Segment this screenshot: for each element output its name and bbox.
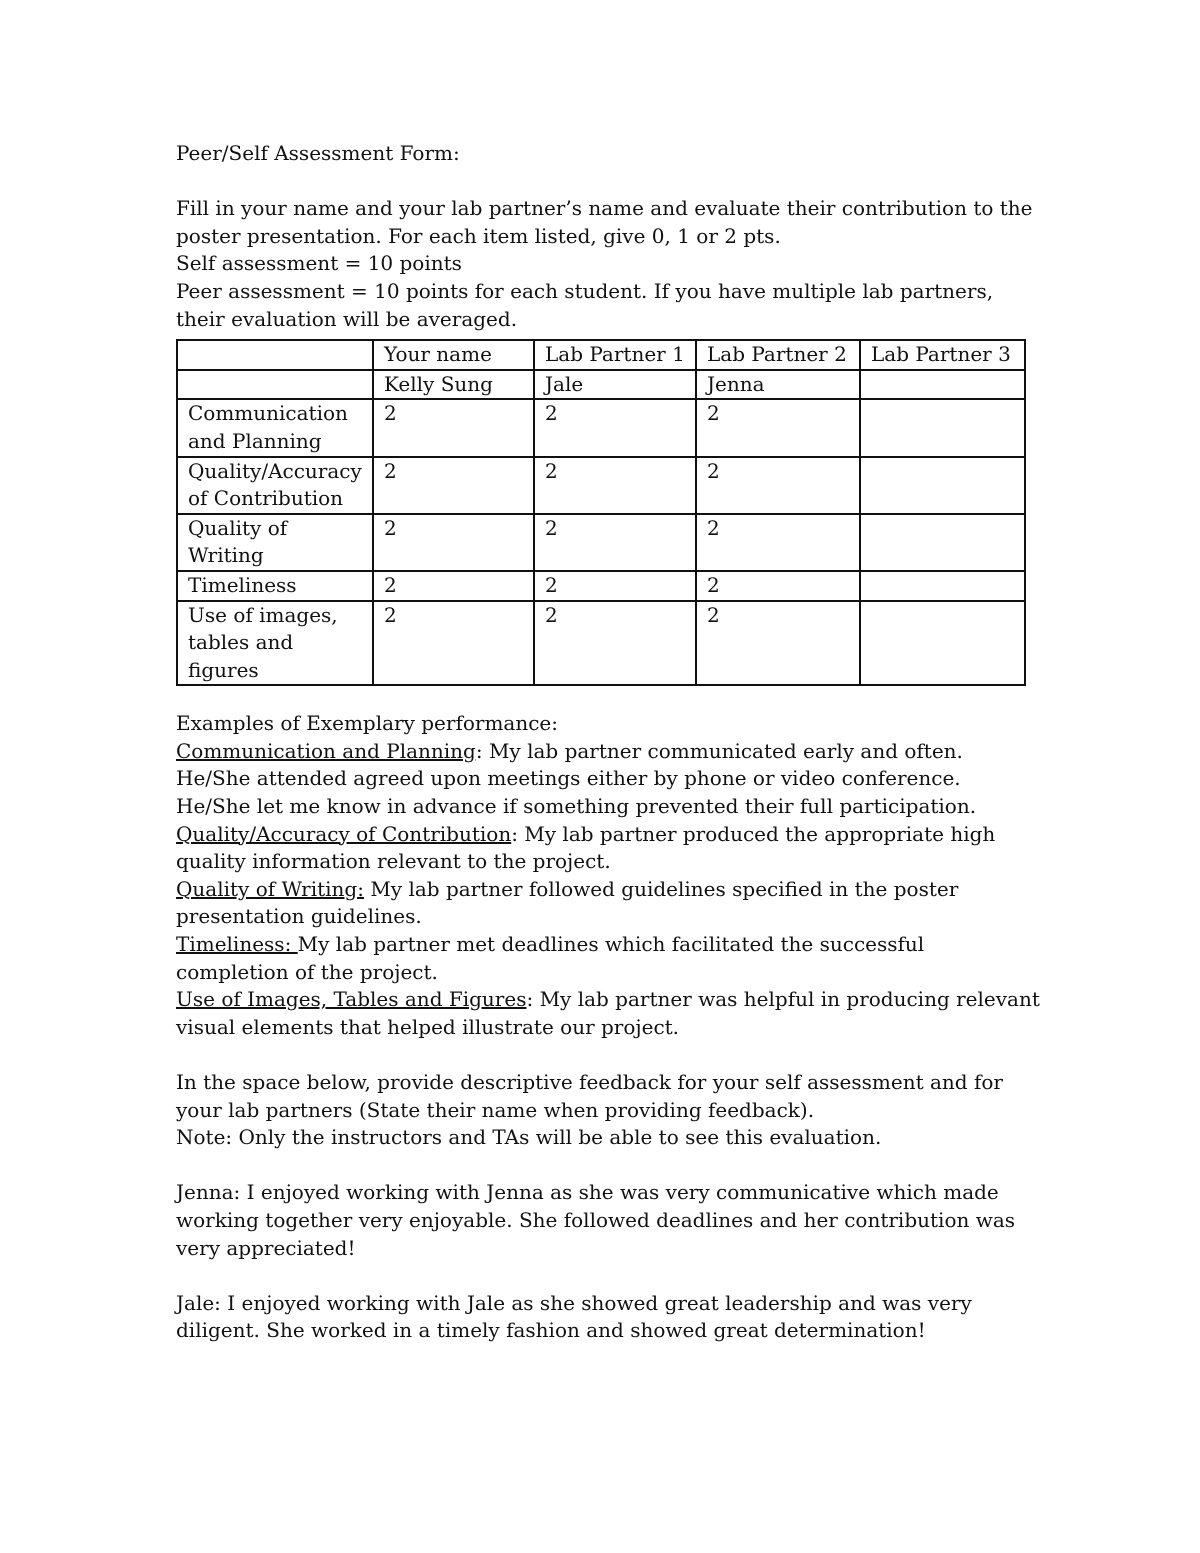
row-label-line: Quality of xyxy=(188,515,288,540)
row-label-line: Quality/Accuracy xyxy=(188,458,362,483)
feedback-prompt xyxy=(176,1069,1036,1152)
score-cell[interactable]: 2 xyxy=(696,601,860,686)
row-label-line: figures xyxy=(188,657,259,682)
example-communication xyxy=(176,738,1036,766)
instructions-line: poster presentation. For each item listed, give 0, 1 or 2 pts. xyxy=(176,223,781,248)
score-cell[interactable] xyxy=(860,601,1025,686)
example-text: He/She attended agreed upon meetings either by phone or video conference. xyxy=(176,766,961,791)
score-cell[interactable]: 2 xyxy=(534,514,696,571)
header-cell-your-name: Your name xyxy=(373,340,534,370)
example-text: visual elements that helped illustrate our project. xyxy=(176,1014,680,1039)
instructions-line: Fill in your name and your lab partner’s name and evaluate their contribution to the xyxy=(176,196,1033,221)
score-cell[interactable]: 2 xyxy=(373,514,534,571)
score-cell[interactable]: 2 xyxy=(373,457,534,514)
example-text: My lab partner met deadlines which facilitated the successful xyxy=(297,932,925,957)
spacer xyxy=(176,1262,1036,1290)
example-term: Quality/Accuracy of Contribution xyxy=(176,821,512,846)
example-text: quality information relevant to the project. xyxy=(176,849,611,874)
feedback-prompt-line: Note: Only the instructors and TAs will be able to see this evaluation. xyxy=(176,1125,882,1150)
example-text: : My lab partner was helpful in producing relevant xyxy=(526,987,1040,1012)
example-text: : My lab partner produced the appropriate high xyxy=(511,821,996,846)
table-row xyxy=(177,399,1025,456)
row-label-line: Writing xyxy=(188,543,264,568)
header-cell-empty xyxy=(177,340,373,370)
example-term: Timeliness: xyxy=(176,932,298,957)
example-text: He/She let me know in advance if something prevented their full participation. xyxy=(176,794,977,819)
instructions xyxy=(176,195,1036,333)
score-cell[interactable]: 2 xyxy=(373,399,534,456)
example-text: presentation guidelines. xyxy=(176,904,422,929)
score-cell[interactable]: 2 xyxy=(534,399,696,456)
example-term: Communication and Planning xyxy=(176,738,476,763)
feedback-line: working together very enjoyable. She followed deadlines and her contribution was xyxy=(176,1207,1016,1232)
row-label xyxy=(177,601,373,686)
feedback-line: diligent. She worked in a timely fashion and showed great determination! xyxy=(176,1318,926,1343)
row-label xyxy=(177,571,373,601)
header-cell-lab-partner-2: Lab Partner 2 xyxy=(696,340,860,370)
document-page xyxy=(176,140,1040,1345)
example-images xyxy=(176,986,1040,1014)
row-label xyxy=(177,399,373,456)
name-cell-partner-2[interactable]: Jenna xyxy=(696,370,860,400)
row-label xyxy=(177,514,373,571)
table-names-row xyxy=(177,370,1025,400)
name-cell-empty xyxy=(177,370,373,400)
feedback-prompt-line: In the space below, provide descriptive feedback for your self assessment and for xyxy=(176,1070,1003,1094)
row-label-line: Communication xyxy=(188,401,348,426)
score-cell[interactable] xyxy=(860,457,1025,514)
score-cell[interactable] xyxy=(860,514,1025,571)
table-row xyxy=(177,457,1025,514)
row-label-line: and Planning xyxy=(188,428,322,453)
spacer xyxy=(176,1152,1036,1180)
name-cell-partner-3[interactable] xyxy=(860,370,1025,400)
example-term: Quality of Writing: xyxy=(176,876,364,901)
score-cell[interactable]: 2 xyxy=(373,571,534,601)
score-cell[interactable]: 2 xyxy=(534,571,696,601)
row-label xyxy=(177,457,373,514)
form-title xyxy=(176,140,1036,168)
example-term: Use of Images, Tables and Figures xyxy=(176,987,527,1012)
example-quality xyxy=(176,821,1036,849)
score-cell[interactable]: 2 xyxy=(696,399,860,456)
spacer xyxy=(176,168,1036,196)
table-row xyxy=(177,514,1025,571)
feedback-line: very appreciated! xyxy=(176,1235,356,1260)
table-header-row xyxy=(177,340,1025,370)
examples-heading: Examples of Exemplary performance: xyxy=(176,711,558,736)
score-cell[interactable]: 2 xyxy=(534,457,696,514)
example-text: completion of the project. xyxy=(176,959,438,984)
header-cell-lab-partner-1: Lab Partner 1 xyxy=(534,340,696,370)
name-cell-self[interactable]: Kelly Sung xyxy=(373,370,534,400)
feedback-prompt-line: your lab partners (State their name when providing feedback). xyxy=(176,1097,815,1122)
feedback-jenna xyxy=(176,1179,1036,1262)
examples-section xyxy=(176,710,1040,1041)
instructions-line: their evaluation will be averaged. xyxy=(176,306,518,331)
spacer xyxy=(176,702,1036,710)
score-cell[interactable]: 2 xyxy=(696,571,860,601)
assessment-table xyxy=(176,339,1026,686)
example-text: My lab partner followed guidelines specified in the poster xyxy=(363,876,959,901)
row-label-line: Timeliness xyxy=(188,572,297,597)
score-cell[interactable]: 2 xyxy=(373,601,534,686)
score-cell[interactable]: 2 xyxy=(534,601,696,686)
name-cell-partner-1[interactable]: Jale xyxy=(534,370,696,400)
score-cell[interactable] xyxy=(860,399,1025,456)
example-timeliness xyxy=(176,931,1036,959)
table-row xyxy=(177,601,1025,686)
spacer xyxy=(176,1041,1036,1069)
score-cell[interactable]: 2 xyxy=(696,514,860,571)
score-cell[interactable] xyxy=(860,571,1025,601)
row-label-line: of Contribution xyxy=(188,486,344,511)
row-label-line: Use of images, xyxy=(188,602,338,627)
example-text: : My lab partner communicated early and often. xyxy=(475,738,963,763)
instructions-line: Self assessment = 10 points xyxy=(176,251,462,276)
row-label-line: tables and xyxy=(188,630,294,655)
table-row xyxy=(177,571,1025,601)
instructions-line: Peer assessment = 10 points for each student. If you have multiple lab partners, xyxy=(176,278,994,303)
feedback-line: Jale: I enjoyed working with Jale as she showed great leadership and was very xyxy=(176,1290,972,1315)
score-cell[interactable]: 2 xyxy=(696,457,860,514)
example-writing xyxy=(176,876,1036,904)
feedback-jale xyxy=(176,1290,1036,1345)
form-title-text: Peer/Self Assessment Form: xyxy=(176,141,460,165)
feedback-line: Jenna: I enjoyed working with Jenna as she was very communicative which made xyxy=(176,1180,999,1205)
header-cell-lab-partner-3: Lab Partner 3 xyxy=(860,340,1025,370)
